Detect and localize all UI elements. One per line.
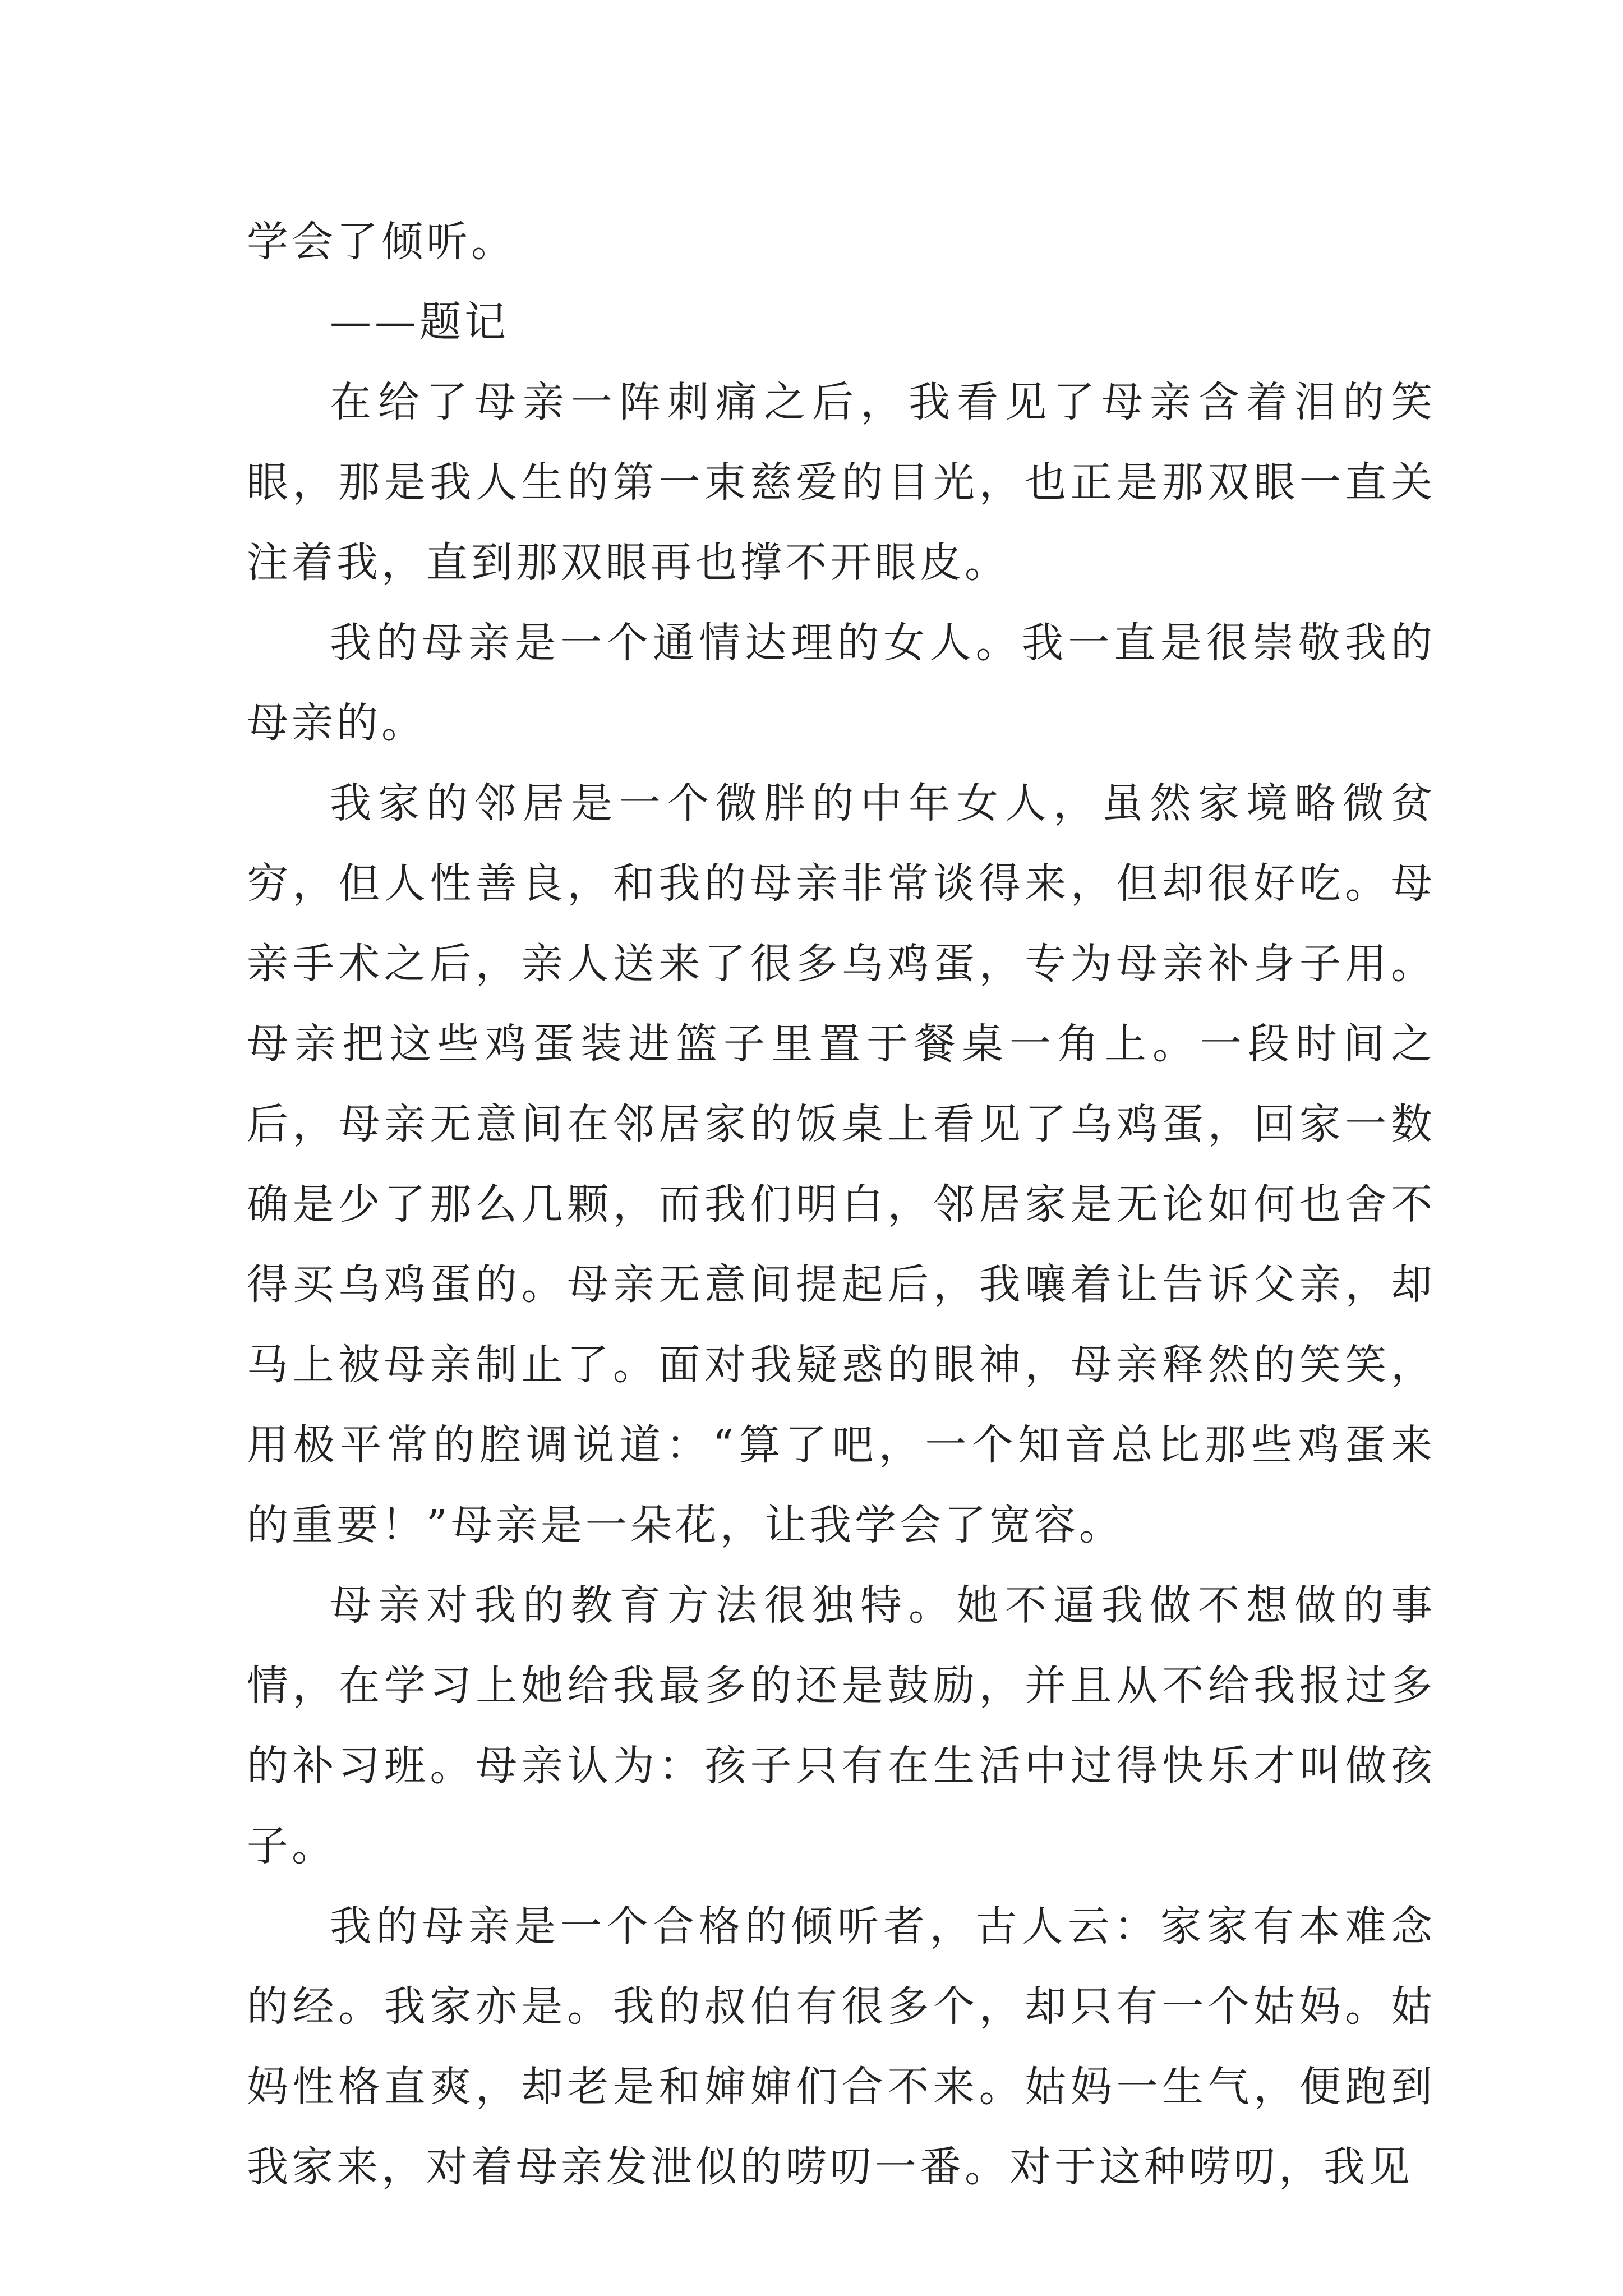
paragraph: 母亲对我的教育方法很独特。她不逼我做不想做的事情，在学习上她给我最多的还是鼓励，并且从不给我报过多的补习班。母亲认为：孩子只有在生活中过得快乐才叫做孩子。 (247, 1581, 1436, 1870)
paragraph: 我家的邻居是一个微胖的中年女人，虽然家境略微贫穷，但人性善良，和我的母亲非常谈得来，但却很好吃。母亲手术之后，亲人送来了很多乌鸡蛋，专为母亲补身子用。母亲把这些鸡蛋装进篮子里置于餐桌一角上。一段时间之后，母亲无意间在邻居家的饭桌上看见了乌鸡蛋，回家一数确是少了那么几颗，而我们明白，邻居家是无论如何也舍不得买乌鸡蛋的。母亲无意间提起后，我嚷着让告诉父亲，却马上被母亲制止了。面对我疑惑的眼神，母亲释然的笑笑，用极平常的腔调说道：“算了吧，一个知音总比那些鸡蛋来的重要！”母亲是一朵花，让我学会了宽容。 (247, 779, 1436, 1549)
paragraph-continuation: 学会了倾听。 (247, 218, 516, 266)
inscription-note: ——题记 (330, 298, 509, 346)
essay-body (247, 202, 1436, 2207)
paragraph: 我的母亲是一个合格的倾听者，古人云：家家有本难念的经。我家亦是。我的叔伯有很多个，却只有一个姑妈。姑妈性格直爽，却老是和婶婶们合不来。姑妈一生气，便跑到我家来，对着母亲发泄似的唠叨一番。对于这种唠叨，我见 (247, 1902, 1436, 2191)
paragraph: 在给了母亲一阵刺痛之后，我看见了母亲含着泪的笑眼，那是我人生的第一束慈爱的目光，也正是那双眼一直关注着我，直到那双眼再也撑不开眼皮。 (247, 378, 1436, 587)
paragraph: 我的母亲是一个通情达理的女人。我一直是很崇敬我的母亲的。 (247, 619, 1436, 747)
